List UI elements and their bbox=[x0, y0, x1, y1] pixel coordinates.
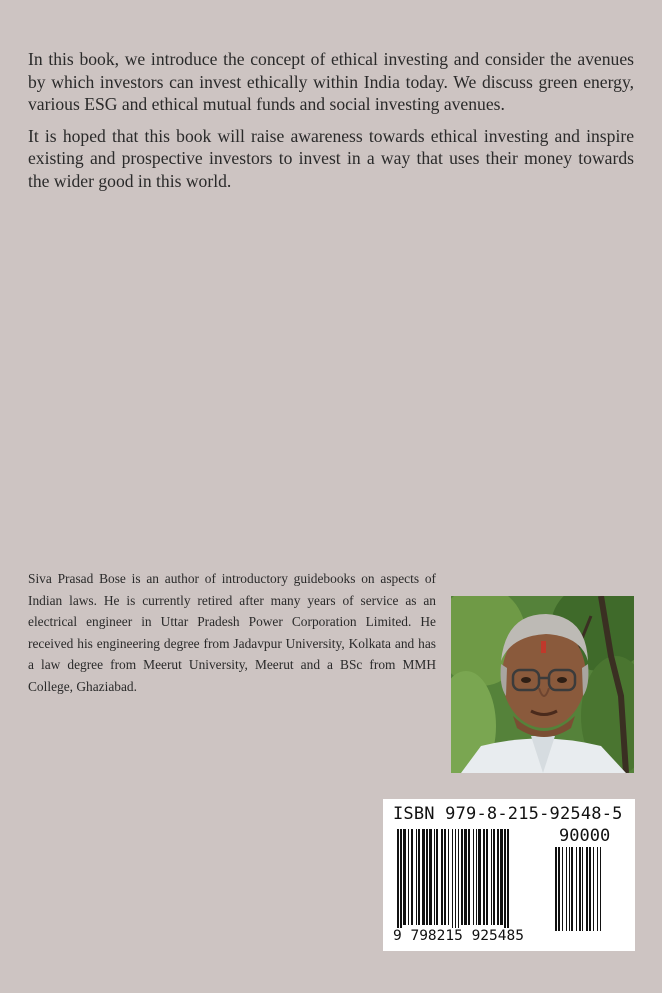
barcode-bar bbox=[597, 847, 598, 931]
ean-digits: 9 798215 925485 bbox=[393, 928, 524, 944]
barcode-bar bbox=[558, 847, 560, 931]
barcode-bar bbox=[444, 829, 446, 925]
barcode-bar bbox=[448, 829, 449, 925]
barcode-bar bbox=[576, 847, 577, 931]
barcode-bar bbox=[458, 829, 459, 931]
barcode-bar bbox=[562, 847, 563, 931]
barcode-bar bbox=[483, 829, 485, 925]
barcode-bar bbox=[441, 829, 443, 925]
barcode-bar bbox=[507, 829, 509, 931]
barcode-bar bbox=[504, 829, 506, 931]
barcode-bar bbox=[403, 829, 406, 925]
barcode-bar bbox=[418, 829, 420, 925]
barcode-bar bbox=[422, 829, 425, 925]
barcode-bar bbox=[555, 847, 557, 931]
barcode-bar bbox=[579, 847, 581, 931]
barcode-bar bbox=[416, 829, 417, 925]
barcode-bar bbox=[566, 847, 567, 931]
isbn-barcode bbox=[383, 799, 635, 951]
ean-barcode-bars bbox=[397, 829, 547, 937]
barcode-bar bbox=[436, 829, 438, 925]
author-photo bbox=[451, 596, 634, 773]
barcode-bar bbox=[426, 829, 428, 925]
barcode-bar bbox=[491, 829, 492, 925]
barcode-bar bbox=[473, 829, 474, 925]
barcode-bar bbox=[500, 829, 503, 925]
barcode-bar bbox=[600, 847, 601, 931]
barcode-bar bbox=[589, 847, 591, 931]
barcode-bar bbox=[397, 829, 399, 931]
barcode-bar bbox=[434, 829, 435, 925]
barcode-bar bbox=[400, 829, 402, 931]
barcode-bar bbox=[452, 829, 453, 931]
barcode-bar bbox=[429, 829, 432, 925]
barcode-bar bbox=[455, 829, 456, 931]
addon-barcode-bars bbox=[555, 847, 617, 937]
barcode-bar bbox=[571, 847, 573, 931]
isbn-label: ISBN 979-8-215-92548-5 bbox=[393, 804, 623, 824]
barcode-bar bbox=[493, 829, 495, 925]
barcode-bar bbox=[497, 829, 499, 925]
price-code: 90000 bbox=[559, 826, 611, 846]
barcode-bar bbox=[569, 847, 570, 931]
barcode-bar bbox=[586, 847, 588, 931]
barcode-bar bbox=[593, 847, 594, 931]
blurb-paragraph-1: In this book, we introduce the concept of ethical investing and consider the avenues by which investors can invest ethically within India today. We discuss green energy, various ESG and ethical mutual funds and social investing avenues. bbox=[28, 49, 634, 114]
blurb-paragraph-2: It is hoped that this book will raise awareness towards ethical investing and inspire existing and prospective investors to invest in a way that uses their money towards the wider good in this world. bbox=[28, 125, 634, 191]
barcode-bar bbox=[408, 829, 409, 925]
barcode-bar bbox=[476, 829, 477, 925]
barcode-bar bbox=[464, 829, 467, 925]
barcode-bar bbox=[582, 847, 583, 931]
barcode-bar bbox=[478, 829, 481, 925]
author-bio: Siva Prasad Bose is an author of introductory guidebooks on aspects of Indian laws. He is currently retired after many years of service as an electrical engineer in Uttar Pradesh Power Corporation Limited. He received his engineering degree from Jadavpur University, Kolkata and has a law degree from Meerut University, Meerut and a BSc from MMH College, Ghaziabad. bbox=[28, 571, 436, 694]
barcode-bar bbox=[461, 829, 463, 925]
barcode-bar bbox=[486, 829, 488, 925]
barcode-bar bbox=[468, 829, 470, 925]
back-cover-blurb bbox=[28, 48, 634, 201]
barcode-bar bbox=[411, 829, 413, 925]
